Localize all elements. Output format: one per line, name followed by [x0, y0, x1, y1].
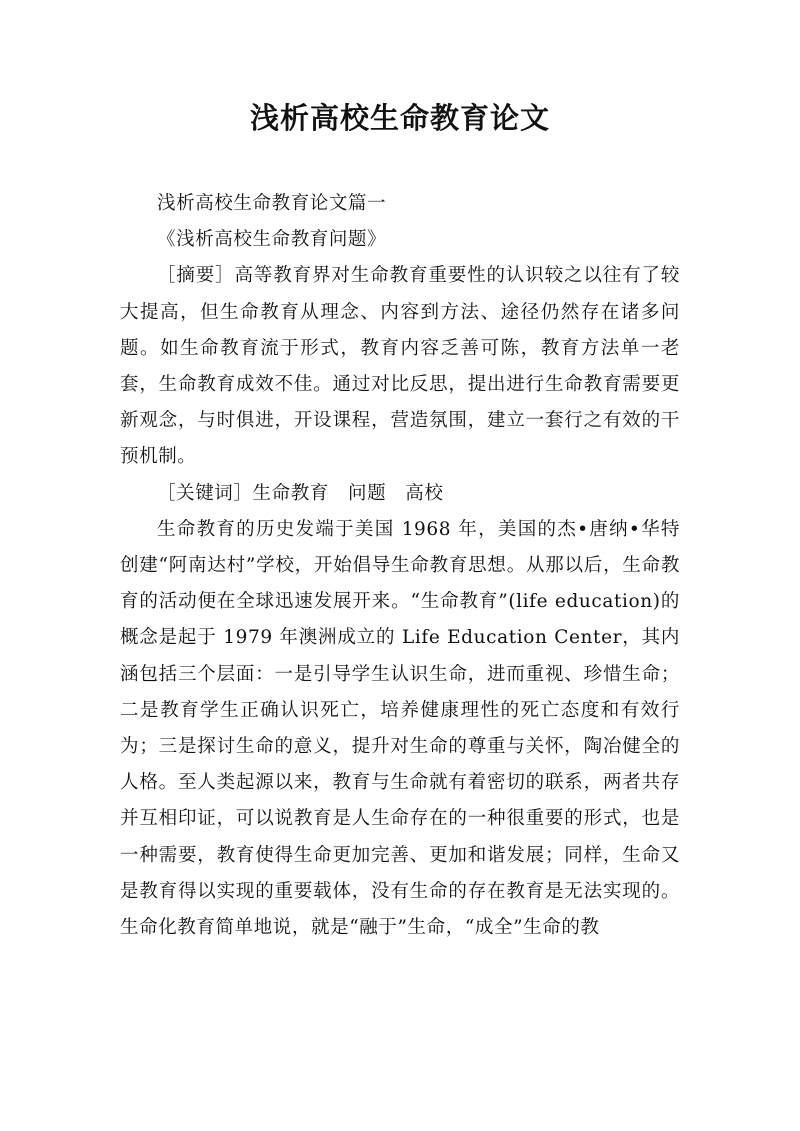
document-body — [120, 186, 680, 946]
article-title: 《浅析高校生命教育问题》 — [157, 229, 387, 251]
abstract-paragraph: ［摘要］高等教育界对生命教育重要性的认识较之以往有了较大提高，但生命教育从理念、内容到方法、途径仍然存在诸多问题。如生命教育流于形式，教育内容乏善可陈，教育方法单一老套，生命教育成效不佳。通过对比反思，提出进行生命教育需要更新观念，与时俱进，开设课程，营造氛围，建立一套行之有效的干预机制。 — [120, 265, 680, 468]
document-title: 浅析高校生命教育论文 — [249, 101, 550, 135]
section-heading: 浅析高校生命教育论文篇一 — [157, 193, 387, 214]
keywords-paragraph: ［关键词］生命教育 问题 高校 — [157, 482, 444, 504]
body-paragraph: 生命教育的历史发端于美国 1968 年，美国的杰•唐纳•华特创建“阿南达村”学校，开始倡导生命教育思想。从那以后，生命教育的活动便在全球迅速发展开来。“生命教育”(life education)的概念是起于 1979 年澳洲成立的 Life Education Center，其内涵包括三个层面：一是引导学生认识生命，进而重视、珍惜生命；二是教育学生正确认识死亡，培养健康理性的死亡态度和有效行为；三是探讨生命的意义，提升对生命的尊重与关怀，陶冶健全的人格。至人类起源以来，教育与生命就有着密切的联系，两者共存并互相印证，可以说教育是人生命存在的一种很重要的形式，也是一种需要，教育使得生命更加完善、更加和谐发展；同样，生命又是教育得以实现的重要载体，没有生命的存在教育是无法实现的。生命化教育简单地说，就是“融于”生命，“成全”生命的教 — [120, 518, 680, 939]
